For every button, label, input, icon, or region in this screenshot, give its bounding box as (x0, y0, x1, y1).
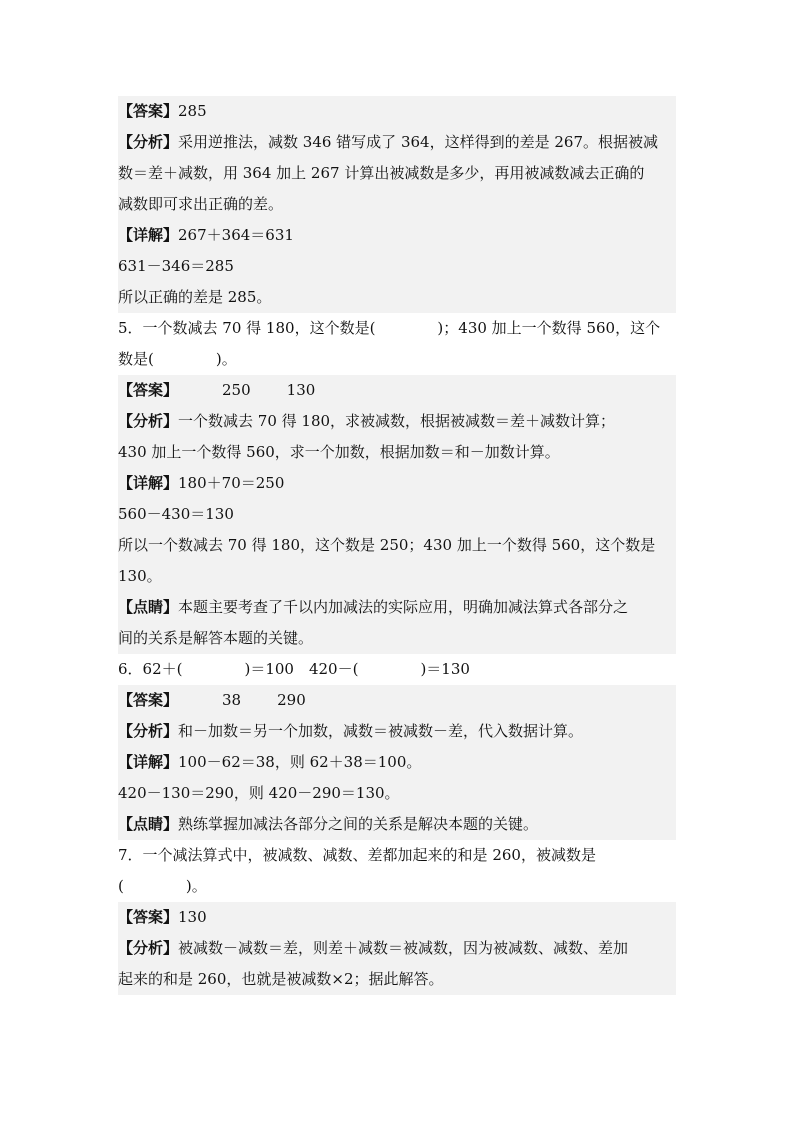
answer-value: 130 (178, 908, 207, 926)
analysis-tag: 【分析】 (118, 412, 179, 430)
q6-detail-line-1 (118, 747, 676, 778)
analysis-text: 被减数－减数＝差，则差＋减数＝被减数，因为被减数、减数、差加 (178, 939, 629, 957)
q7-solution-block (118, 902, 676, 995)
q5-text-d: )。 (215, 350, 237, 368)
q7-text-b: )。 (185, 877, 207, 895)
q4-answer-line (118, 96, 676, 127)
q7-question-line-2 (118, 871, 676, 902)
q5-comment-line-2: 间的关系是解答本题的关键。 (118, 629, 314, 647)
answer-value-1: 38 (222, 691, 242, 709)
analysis-tag: 【分析】 (118, 939, 179, 957)
q6-text-c: )＝130 (420, 660, 470, 678)
q4-analysis-line-1 (118, 127, 676, 158)
answer-value-2: 290 (277, 691, 306, 709)
detail-tag: 【详解】 (118, 226, 179, 244)
q4-analysis-line-2: 数＝差＋减数，用 364 加上 267 计算出被减数是多少，再用被减数减去正确的 (118, 164, 645, 182)
analysis-tag: 【分析】 (118, 722, 179, 740)
q7-analysis-line-2: 起来的和是 260，也就是被减数×2；据此解答。 (118, 970, 444, 988)
q5-solution-block (118, 375, 676, 654)
detail-text: 100－62＝38，则 62＋38＝100。 (178, 753, 422, 771)
q5-answer-line (118, 375, 676, 406)
q7-analysis-line-1 (118, 933, 676, 964)
q5-detail-line-2: 560－430＝130 (118, 505, 234, 523)
answer-value-2: 130 (286, 381, 316, 399)
analysis-text: 和－加数＝另一个加数，减数＝被减数－差，代入数据计算。 (178, 722, 584, 740)
answer-tag: 【答案】 (118, 102, 179, 120)
q5-text-a: 5．一个数减去 70 得 180，这个数是( (118, 319, 376, 337)
q4-solution-block (118, 96, 676, 313)
analysis-text: 一个数减去 70 得 180，求被减数，根据被减数＝差＋减数计算； (178, 412, 616, 430)
comment-text: 熟练掌握加减法各部分之间的关系是解决本题的关键。 (178, 815, 539, 833)
q5-text-c: 数是( (118, 350, 154, 368)
detail-text: 180＋70＝250 (178, 474, 285, 492)
q6-text-b: )＝100 420－( (244, 660, 359, 678)
q4-detail-line-1 (118, 220, 676, 251)
q6-solution-block (118, 685, 676, 840)
answer-tag: 【答案】 (118, 381, 179, 399)
q5-detail-line-3: 所以一个数减去 70 得 180，这个数是 250；430 加上一个数得 560，这个数是 (118, 536, 656, 554)
q5-detail-line-1 (118, 468, 676, 499)
q7-answer-line (118, 902, 676, 933)
q5-question-line-2 (118, 344, 676, 375)
document-page (118, 96, 676, 995)
answer-value: 285 (178, 102, 207, 120)
q6-text-a: 6．62＋( (118, 660, 183, 678)
q4-detail-line-3: 所以正确的差是 285。 (118, 288, 272, 306)
q7-question-line-1: 7．一个减法算式中，被减数、减数、差都加起来的和是 260，被减数是 (118, 846, 596, 864)
answer-tag: 【答案】 (118, 908, 179, 926)
q6-detail-line-2: 420－130＝290，则 420－290＝130。 (118, 784, 400, 802)
q6-question-line (118, 654, 676, 685)
answer-value-1: 250 (222, 381, 251, 399)
q5-detail-line-4: 130。 (118, 567, 162, 585)
detail-text: 267＋364＝631 (178, 226, 294, 244)
q6-analysis-line (118, 716, 676, 747)
q4-analysis-line-3: 减数即可求出正确的差。 (118, 195, 284, 213)
q5-question-line-1 (118, 313, 676, 344)
q5-comment-line-1 (118, 592, 676, 623)
q5-analysis-line-1 (118, 406, 676, 437)
q6-comment-line (118, 809, 676, 840)
q6-answer-line (118, 685, 676, 716)
comment-tag: 【点睛】 (118, 598, 179, 616)
answer-tag: 【答案】 (118, 691, 179, 709)
q5-analysis-line-2: 430 加上一个数得 560，求一个加数，根据加数＝和－加数计算。 (118, 443, 560, 461)
analysis-tag: 【分析】 (118, 133, 179, 151)
analysis-text: 采用逆推法，减数 346 错写成了 364，这样得到的差是 267。根据被减 (178, 133, 658, 151)
detail-tag: 【详解】 (118, 474, 179, 492)
q7-text-a: ( (118, 877, 124, 895)
comment-tag: 【点睛】 (118, 815, 179, 833)
q5-text-b: )；430 加上一个数得 560，这个 (437, 319, 661, 337)
detail-tag: 【详解】 (118, 753, 179, 771)
comment-text: 本题主要考查了千以内加减法的实际应用，明确加减法算式各部分之 (178, 598, 629, 616)
q4-detail-line-2: 631－346＝285 (118, 257, 234, 275)
